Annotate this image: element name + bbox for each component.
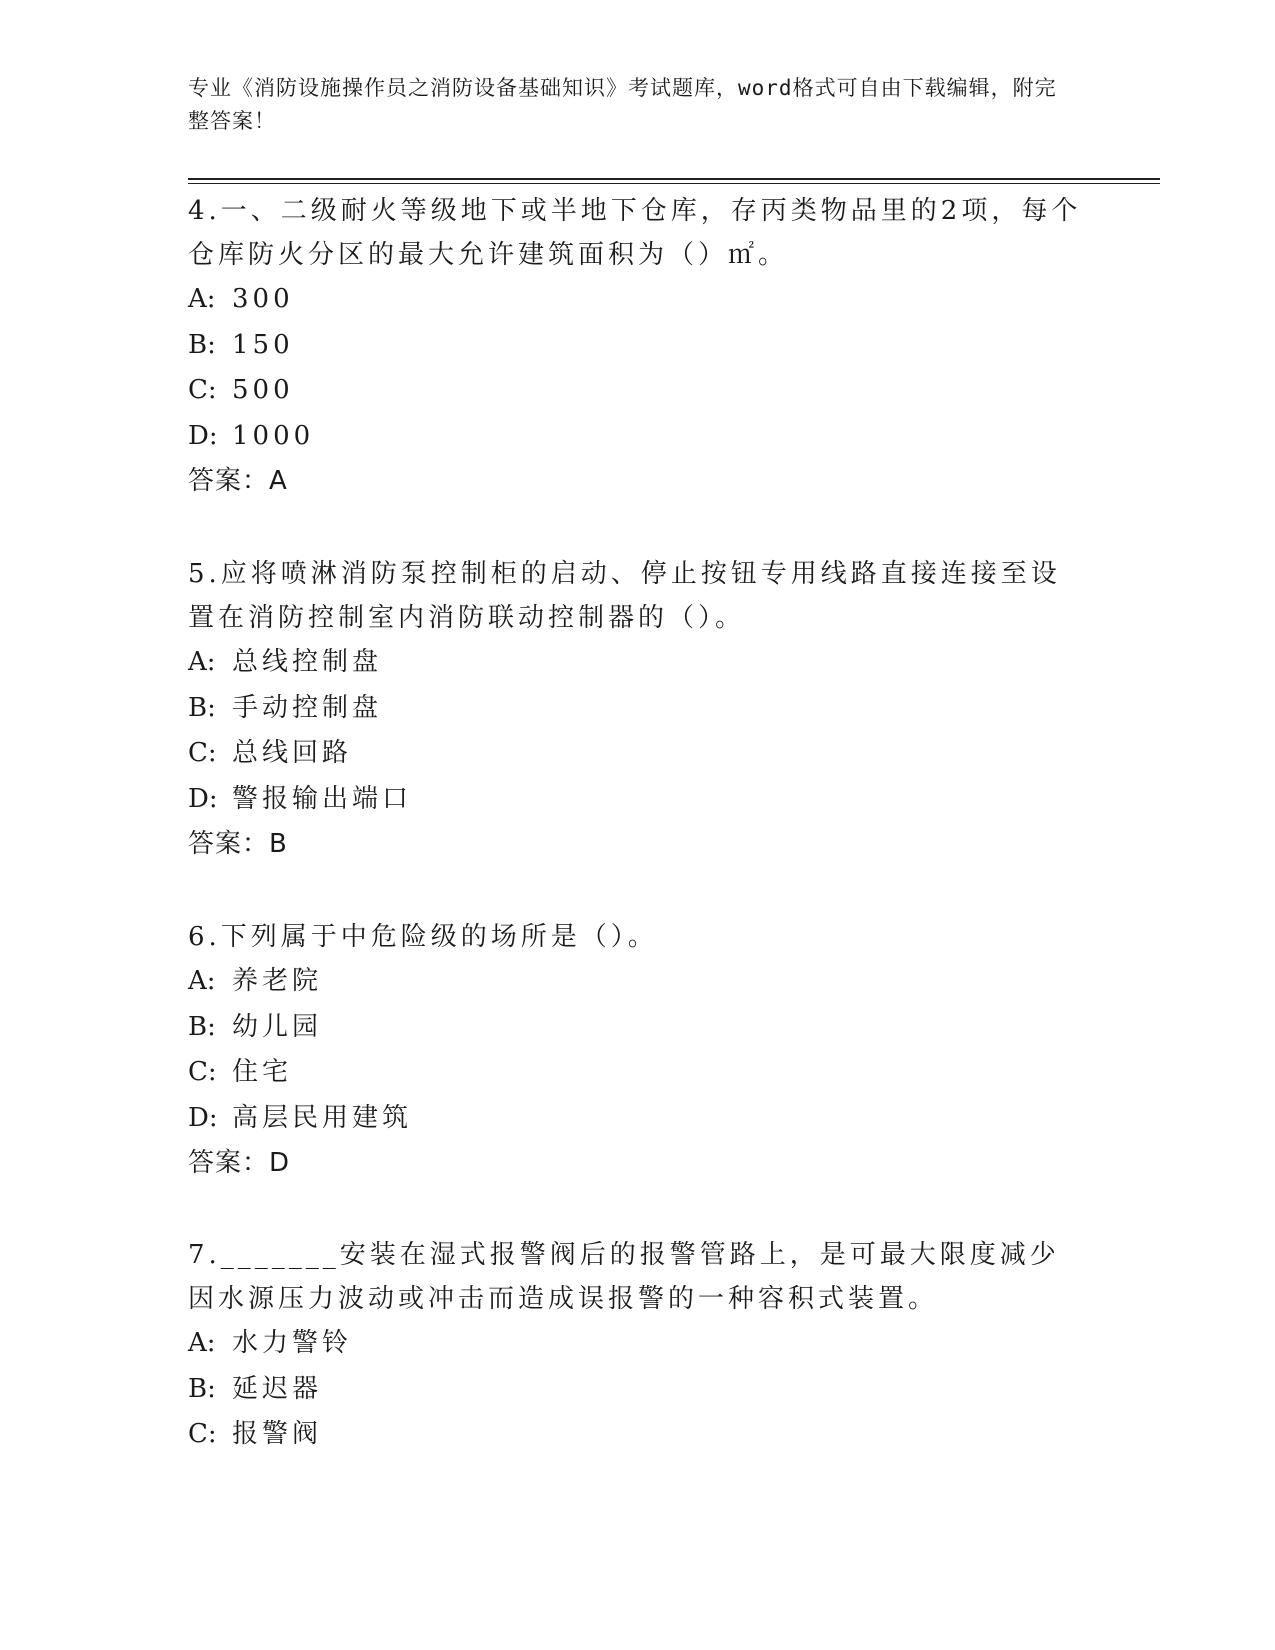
option-key: B: <box>188 1373 216 1404</box>
option-c <box>188 731 1088 777</box>
option-key: C: <box>188 1057 217 1087</box>
option-c <box>188 1412 1088 1458</box>
question-6 <box>188 915 1088 1186</box>
option-key: D: <box>188 420 218 451</box>
option-key: B: <box>188 329 216 360</box>
answer-line: 答案：D <box>188 1148 291 1178</box>
option-text: 水力警铃 <box>232 1328 353 1358</box>
option-c <box>188 368 1088 414</box>
question-stem: 5.应将喷淋消防泵控制柜的启动、停止按钮专用线路直接连接至设置在消防控制室内消防联动控制器的（）。 <box>188 559 1061 633</box>
option-text: 养老院 <box>232 966 323 996</box>
option-key: D: <box>188 783 218 814</box>
option-text: 警报输出端口 <box>232 783 413 814</box>
option-text: 幼儿园 <box>232 1011 323 1042</box>
option-key: C: <box>188 738 217 768</box>
option-key: B: <box>188 1011 216 1042</box>
option-key: A: <box>188 284 216 314</box>
option-b <box>188 686 1088 732</box>
option-text: 延迟器 <box>232 1373 323 1404</box>
option-key: C: <box>188 1419 217 1449</box>
option-text: 1000 <box>232 420 315 451</box>
option-key: A: <box>188 1328 216 1358</box>
option-a <box>188 640 1088 686</box>
option-text: 手动控制盘 <box>232 692 383 723</box>
option-a <box>188 959 1088 1005</box>
question-stem: 7._______安装在湿式报警阀后的报警管路上，是可最大限度减少因水源压力波动或冲击而造成误报警的一种容积式装置。 <box>188 1240 1060 1314</box>
option-key: B: <box>188 692 216 723</box>
question-stem: 4.一、二级耐火等级地下或半地下仓库，存丙类物品里的2项，每个仓库防火分区的最大允许建筑面积为（）㎡。 <box>188 196 1082 270</box>
option-text: 300 <box>232 284 294 314</box>
answer-line: 答案：A <box>188 466 288 496</box>
header-divider-thick <box>188 178 1160 180</box>
option-text: 高层民用建筑 <box>232 1102 413 1133</box>
question-stem: 6.下列属于中危险级的场所是（）。 <box>188 922 658 952</box>
option-d <box>188 414 1088 460</box>
option-key: A: <box>188 966 216 996</box>
answer-line: 答案：B <box>188 829 288 859</box>
option-text: 住宅 <box>232 1057 293 1087</box>
option-key: C: <box>188 375 217 405</box>
option-c <box>188 1050 1088 1096</box>
option-text: 总线控制盘 <box>232 647 383 677</box>
question-7 <box>188 1233 1088 1458</box>
question-4 <box>188 189 1088 504</box>
question-5 <box>188 552 1088 867</box>
option-b <box>188 323 1088 369</box>
option-key: A: <box>188 647 216 677</box>
option-a <box>188 277 1088 323</box>
header-divider-thin <box>188 183 1160 184</box>
option-text: 报警阀 <box>232 1419 323 1449</box>
option-text: 150 <box>232 329 294 360</box>
option-b <box>188 1005 1088 1051</box>
option-key: D: <box>188 1102 218 1133</box>
option-text: 500 <box>232 375 294 405</box>
option-text: 总线回路 <box>232 738 353 768</box>
document-header-note: 专业《消防设施操作员之消防设备基础知识》考试题库，word格式可自由下载编辑，附完整答案！ <box>188 76 1057 133</box>
option-d <box>188 1096 1088 1142</box>
option-d <box>188 777 1088 823</box>
option-b <box>188 1367 1088 1413</box>
option-a <box>188 1321 1088 1367</box>
